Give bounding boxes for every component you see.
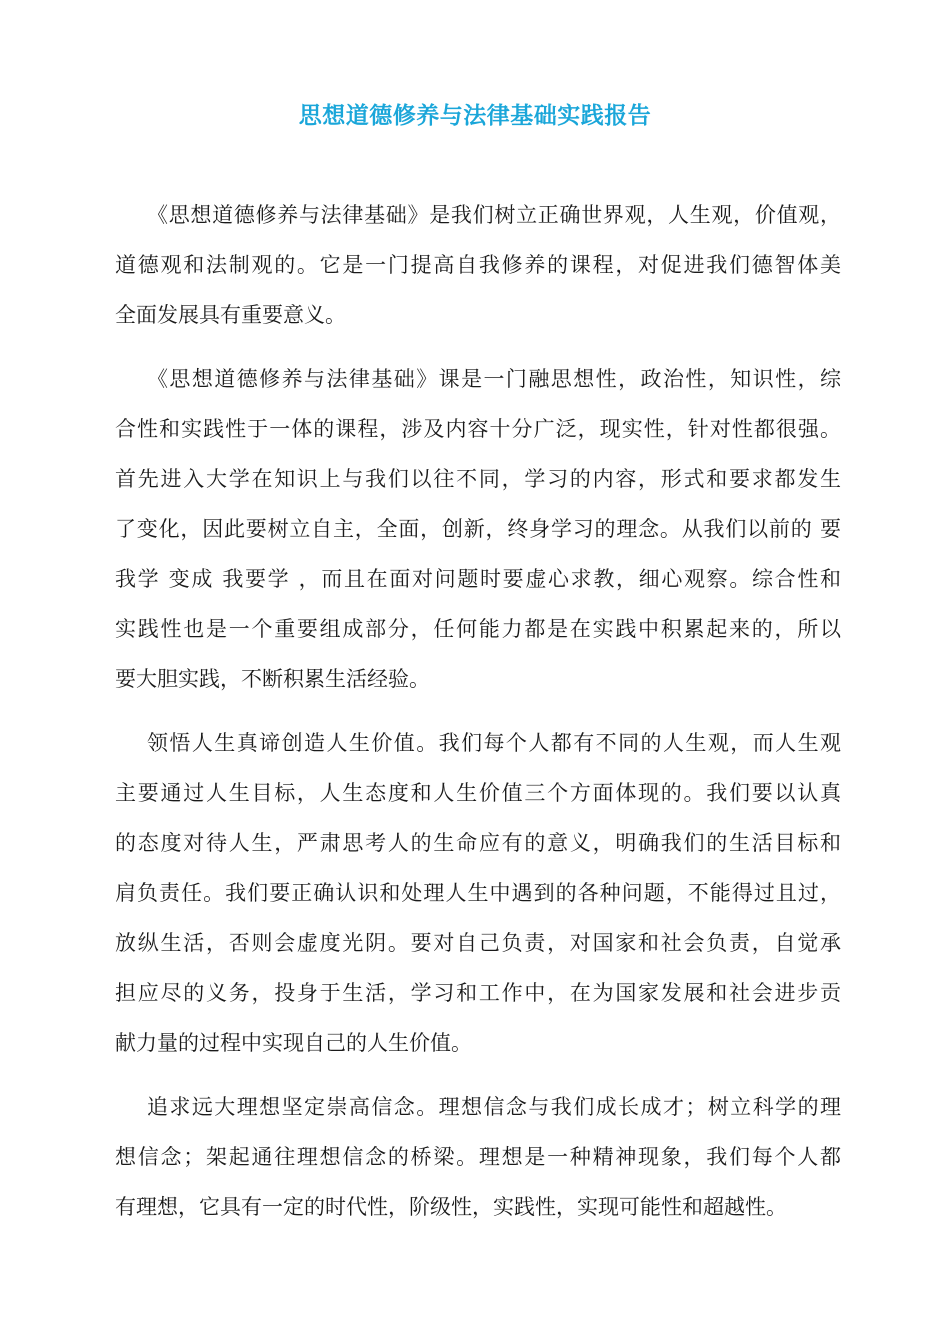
paragraph-line: 要大胆实践，不断积累生活经验。 bbox=[115, 667, 430, 691]
document-body bbox=[115, 190, 841, 1246]
paragraph-line: 有理想，它具有一定的时代性，阶级性，实践性，实现可能性和超越性。 bbox=[115, 1195, 787, 1219]
paragraph-line: 主要通过人生目标，人生态度和人生价值三个方面体现的。我们要以认真 bbox=[115, 781, 841, 805]
paragraph-line: 全面发展具有重要意义。 bbox=[115, 303, 346, 327]
paragraph-line: 担应尽的义务，投身于生活，学习和工作中，在为国家发展和社会进步贡 bbox=[115, 981, 841, 1005]
paragraph-line: 《思想道德修养与法律基础》课是一门融思想性，政治性，知识性，综 bbox=[147, 367, 841, 391]
paragraph-line: 实践性也是一个重要组成部分，任何能力都是在实践中积累起来的，所以 bbox=[115, 617, 841, 641]
paragraph-4 bbox=[115, 1082, 841, 1232]
paragraph-line: 领悟人生真谛创造人生价值。我们每个人都有不同的人生观，而人生观 bbox=[147, 731, 841, 755]
paragraph-line: 追求远大理想坚定崇高信念。理想信念与我们成长成才；树立科学的理 bbox=[147, 1095, 841, 1119]
paragraph-line: 放纵生活，否则会虚度光阴。要对自己负责，对国家和社会负责，自觉承 bbox=[115, 931, 841, 955]
paragraph-line: 的态度对待人生，严肃思考人的生命应有的意义，明确我们的生活目标和 bbox=[115, 831, 841, 855]
paragraph-line: 我学 变成 我要学 ，而且在面对问题时要虚心求教，细心观察。综合性和 bbox=[115, 567, 841, 591]
document-title: 思想道德修养与法律基础实践报告 bbox=[298, 103, 652, 129]
paragraph-line: 肩负责任。我们要正确认识和处理人生中遇到的各种问题，不能得过且过， bbox=[115, 881, 841, 905]
paragraph-line: 献力量的过程中实现自己的人生价值。 bbox=[115, 1031, 472, 1055]
paragraph-line: 道德观和法制观的。它是一门提高自我修养的课程，对促进我们德智体美 bbox=[115, 253, 841, 277]
paragraph-line: 想信念；架起通往理想信念的桥梁。理想是一种精神现象，我们每个人都 bbox=[115, 1145, 841, 1169]
paragraph-line: 合性和实践性于一体的课程，涉及内容十分广泛，现实性，针对性都很强。 bbox=[115, 417, 841, 441]
paragraph-line: 了变化，因此要树立自主，全面，创新，终身学习的理念。从我们以前的 要 bbox=[115, 517, 841, 541]
paragraph-1 bbox=[115, 190, 841, 340]
paragraph-line: 《思想道德修养与法律基础》是我们树立正确世界观，人生观，价值观， bbox=[147, 203, 841, 227]
paragraph-line: 首先进入大学在知识上与我们以往不同，学习的内容，形式和要求都发生 bbox=[115, 467, 841, 491]
paragraph-2 bbox=[115, 354, 841, 704]
paragraph-3 bbox=[115, 718, 841, 1068]
